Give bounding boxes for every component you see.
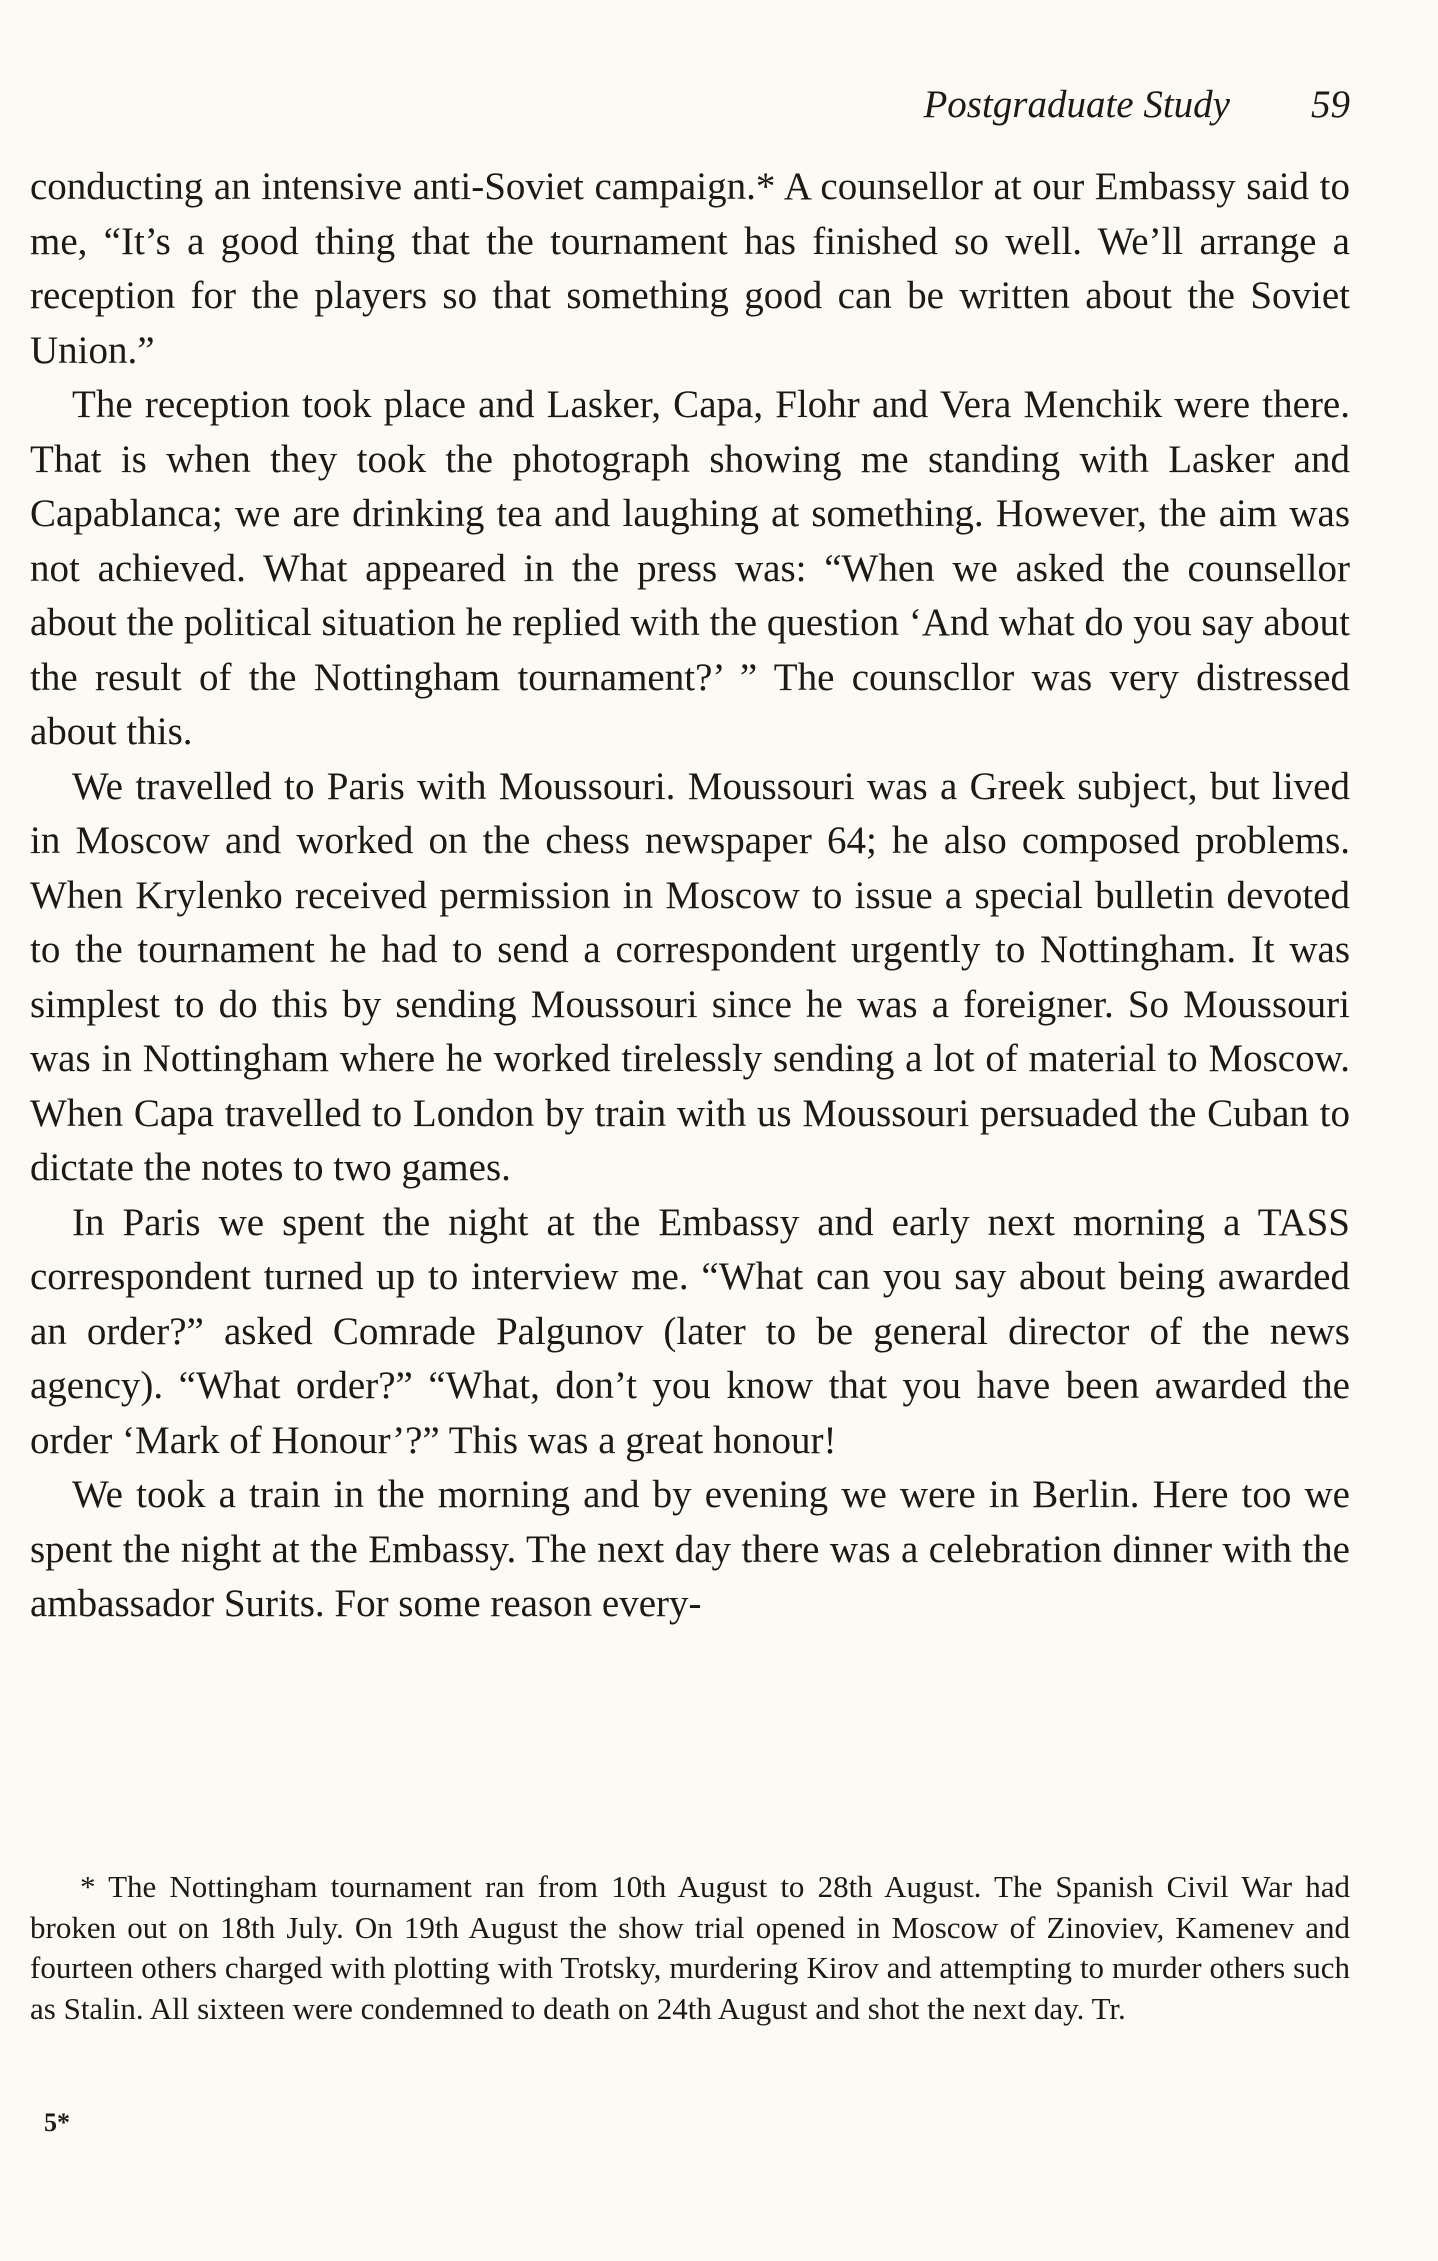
page-number: 59 [1311,83,1350,126]
footnote-block [30,1867,1350,2029]
signature-mark: 5* [44,2108,70,2137]
body-text [30,160,1350,1632]
paragraph-5: We took a train in the morning and by evening we were in Berlin. Here too we spent the night at the Embassy. The next day there was a celebration dinner with the ambassador Surits. For some reason every- [30,1473,1350,1625]
paragraph-1: conducting an intensive anti-Soviet campaign.* A counsellor at our Embassy said to me, “It’s a good thing that the tournament has finished so well. We’ll arrange a reception for the players so that something good can be written about the Soviet Union.” [30,165,1350,372]
footnote: * The Nottingham tournament ran from 10th August to 28th August. The Spanish Civil War had broken out on 18th July. On 19th August the show trial opened in Moscow of Zinoviev, Kamenev and fourteen others charged with plotting with Trotsky, murdering Kirov and attempting to murder others such as Stalin. All sixteen were condemned to death on 24th August and shot the next day. Tr. [30,1869,1350,2026]
running-title: Postgraduate Study [923,83,1230,126]
running-head [30,82,1350,142]
paragraph-4: In Paris we spent the night at the Embassy and early next morning a TASS correspondent turned up to interview me. “What can you say about being awarded an order?” asked Comrade Palgunov (later to be general director of the news agency). “What order?” “What, don’t you know that you have been awarded the order ‘Mark of Honour’?” This was a great honour! [30,1200,1350,1462]
paragraph-3: We travelled to Paris with Moussouri. Moussouri was a Greek subject, but lived in Moscow and worked on the chess newspaper 64; he also composed problems. When Krylenko received permission in Moscow to issue a special bulletin devoted to the tournament he had to send a correspondent urgently to Nottingham. It was simplest to do this by sending Moussouri since he was a foreigner. So Moussouri was in Nottingham where he worked tirelessly sending a lot of material to Moscow. When Capa travelled to London by train with us Moussouri persuaded the Cuban to dictate the notes to two games. [30,764,1350,1189]
paragraph-2: The reception took place and Lasker, Capa, Flohr and Vera Menchik were there. That is when they took the photograph showing me standing with Lasker and Capablanca; we are drinking tea and laughing at something. However, the aim was not achieved. What appeared in the press was: “When we asked the counsellor about the political situation he replied with the question ‘And what do you say about the result of the Nottingham tournament?’ ” The counscllor was very distressed about this. [30,383,1350,753]
